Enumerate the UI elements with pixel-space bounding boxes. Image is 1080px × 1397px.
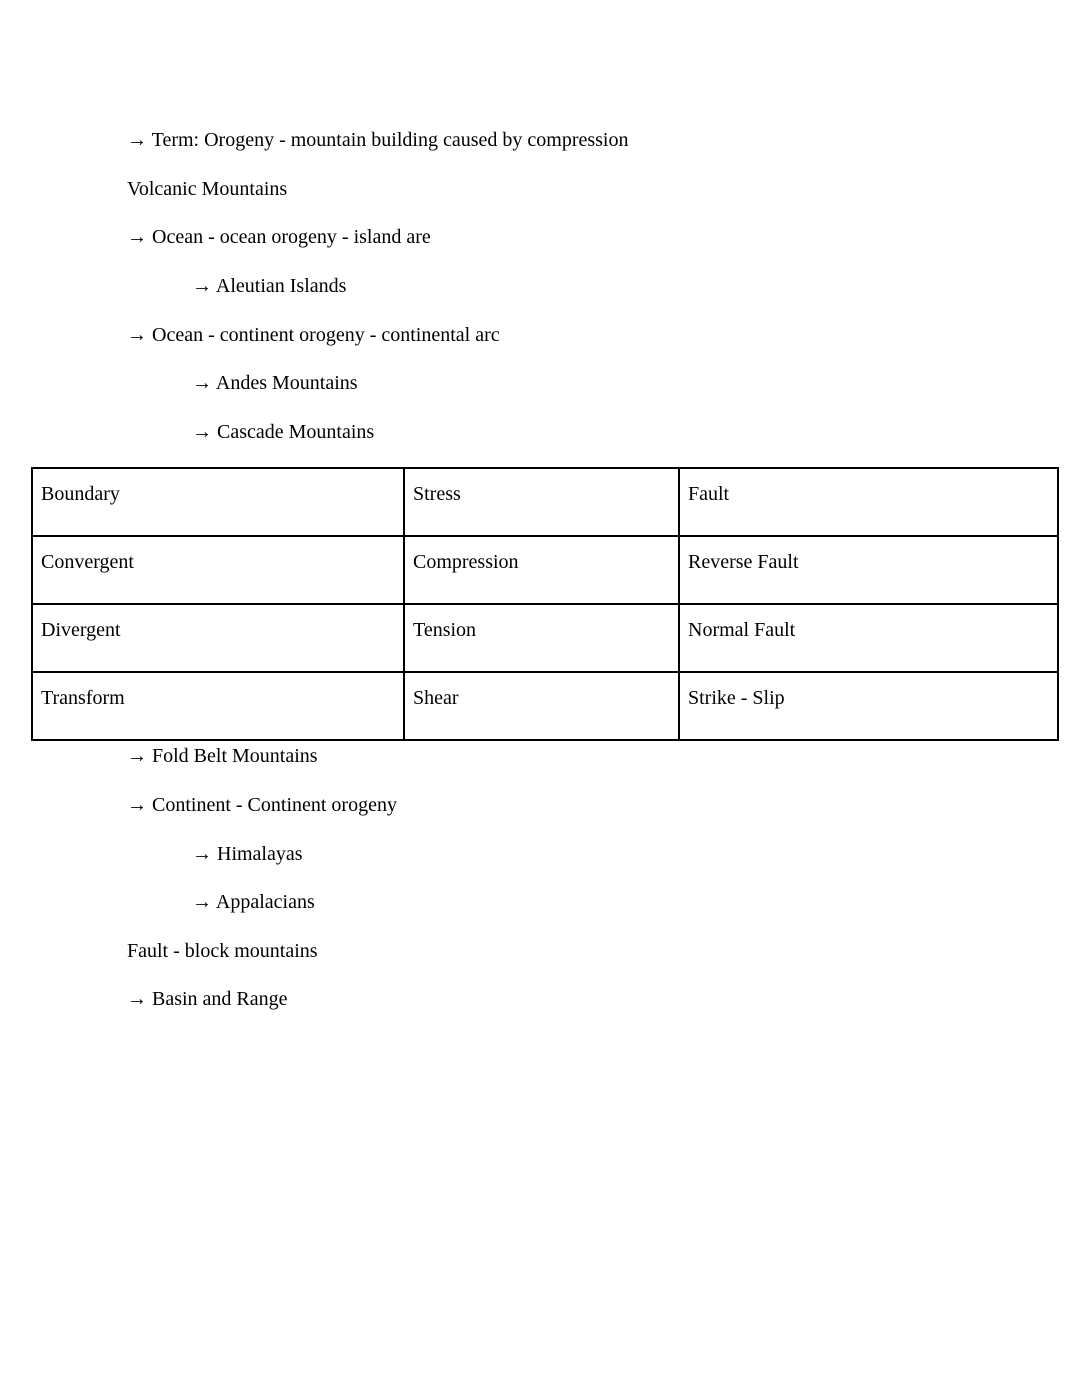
table-cell: Reverse Fault (679, 536, 1058, 604)
table-cell: Shear (404, 672, 679, 740)
doc-line-himalayas: → Himalayas (192, 843, 303, 865)
doc-line-andes-mountains: → Andes Mountains (192, 372, 358, 394)
table-cell: Compression (404, 536, 679, 604)
table-cell: Divergent (32, 604, 404, 672)
doc-line-continent-continent-orogeny: → Continent - Continent orogeny (127, 794, 397, 816)
table-row-transform (32, 672, 1058, 740)
table-cell: Convergent (32, 536, 404, 604)
table-cell: Tension (404, 604, 679, 672)
table-header-fault: Fault (679, 468, 1058, 536)
doc-line-ocean-ocean-orogeny: → Ocean - ocean orogeny - island are (127, 226, 431, 248)
doc-line-fold-belt-mountains: → Fold Belt Mountains (127, 745, 318, 767)
table-header-boundary: Boundary (32, 468, 404, 536)
doc-line-fault-block-mountains: Fault - block mountains (127, 940, 318, 962)
boundary-stress-fault-table (31, 467, 1059, 741)
table-header-row (32, 468, 1058, 536)
doc-line-aleutian-islands: → Aleutian Islands (192, 275, 347, 297)
doc-line-appalacians: → Appalacians (192, 891, 315, 913)
doc-line-basin-and-range: → Basin and Range (127, 988, 288, 1010)
table-header-stress: Stress (404, 468, 679, 536)
table-cell: Strike - Slip (679, 672, 1058, 740)
doc-line-ocean-continent-orogeny: → Ocean - continent orogeny - continental arc (127, 324, 500, 346)
table-cell: Transform (32, 672, 404, 740)
doc-line-cascade-mountains: → Cascade Mountains (192, 421, 375, 443)
table-row-convergent (32, 536, 1058, 604)
doc-line-term-orogeny: → Term: Orogeny - mountain building caused by compression (127, 129, 629, 151)
table-cell: Normal Fault (679, 604, 1058, 672)
doc-line-volcanic-mountains: Volcanic Mountains (127, 178, 288, 200)
table-row-divergent (32, 604, 1058, 672)
